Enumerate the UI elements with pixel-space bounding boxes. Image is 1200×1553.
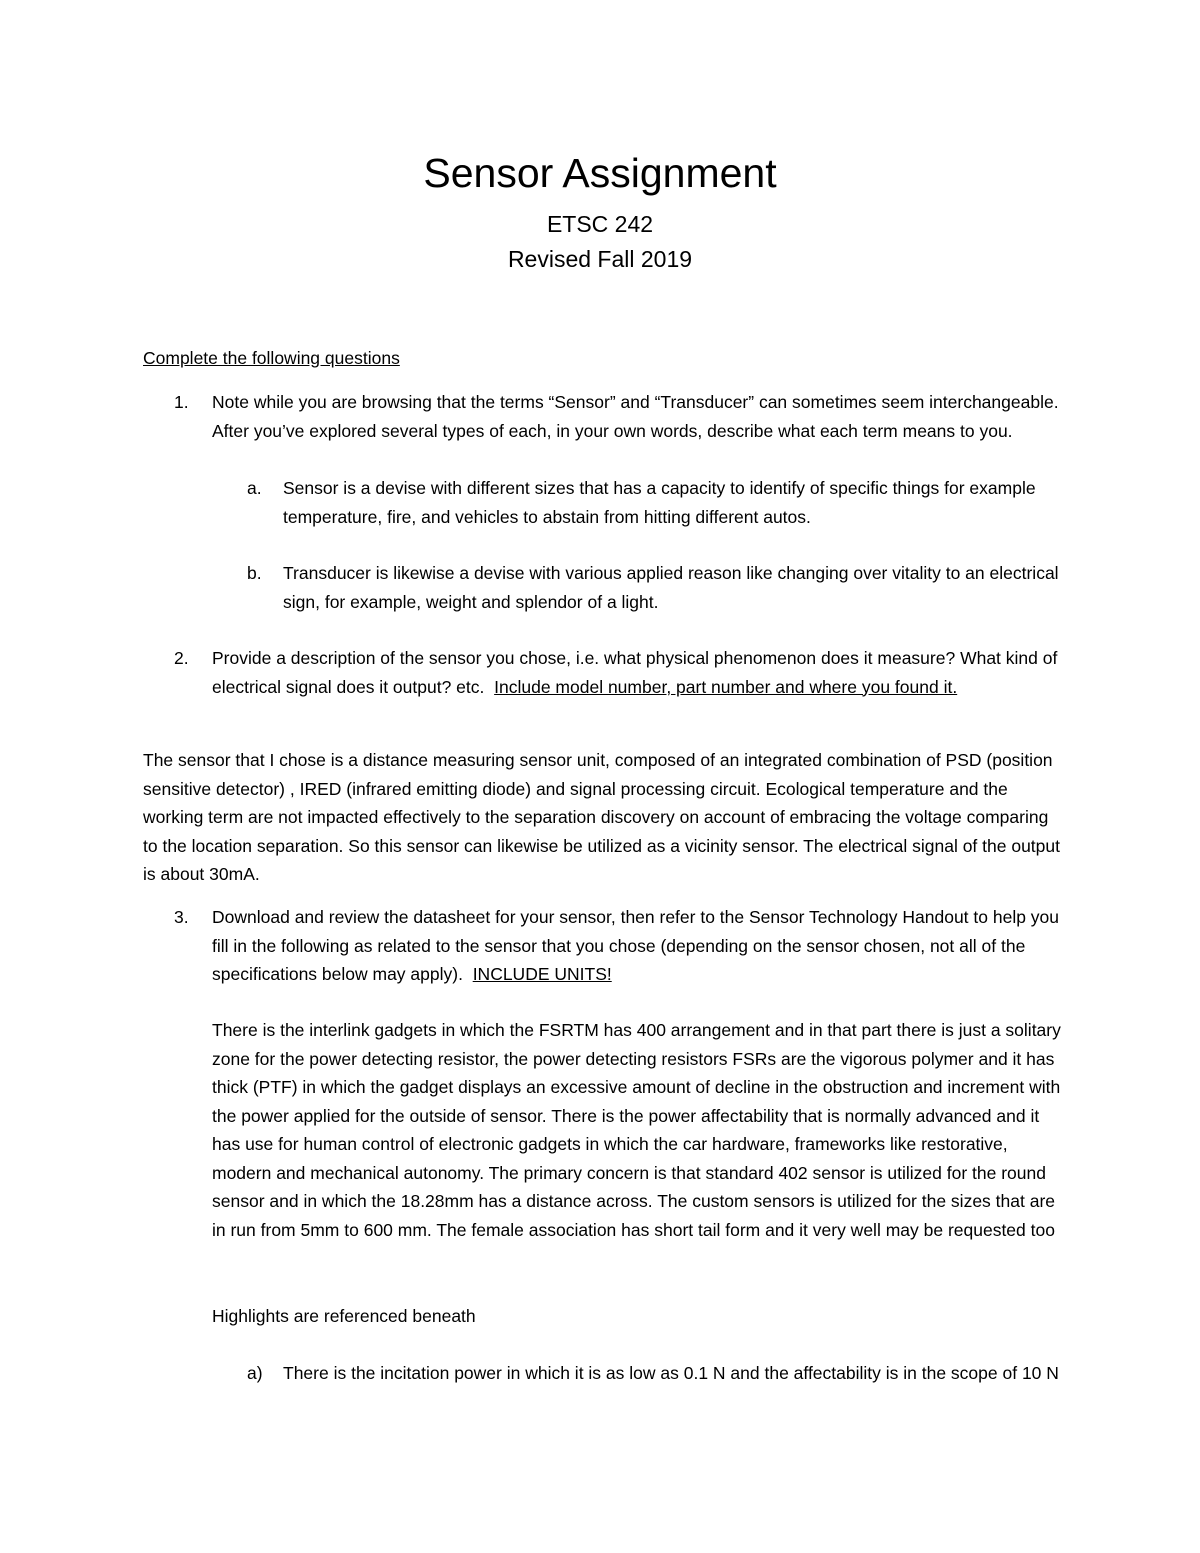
revision-date: Revised Fall 2019 — [507, 246, 693, 272]
question-1-number: 1. — [174, 392, 189, 412]
question-1-text: Note while you are browsing that the terms “Sensor” and “Transducer” can sometimes seem interchangeable. After you’ve explored several types of each, in your own words, describe what each term means to you. — [212, 392, 1059, 441]
question-1a-label: a. — [247, 478, 262, 498]
document-title: Sensor Assignment — [423, 150, 777, 196]
question-2-text: Provide a description of the sensor you chose, i.e. what physical phenomenon does it measure? What kind of electrical signal does it output? etc. — [212, 648, 1058, 697]
question-2-prompt — [212, 644, 1062, 701]
question-3-text: Download and review the datasheet for your sensor, then refer to the Sensor Technology Handout to help you fill in the following as related to the sensor that you chose (depending on the sensor chosen, not all of the specifications below may apply). — [212, 907, 1060, 984]
highlight-a-label: a) — [247, 1363, 263, 1383]
question-1b-label: b. — [247, 563, 262, 583]
question-3-answer: There is the interlink gadgets in which the FSRTM has 400 arrangement and in that part there is just a solitary zone for the power detecting resistor, the power detecting resistors FSRs are the vigorous polymer and it has thick (PTF) in which the gadget displays an excessive amount of decline in the obstruction and increment with the power applied for the outside of sensor. There is the power affectability that is normally advanced and it has use for human control of electronic gadgets in which the car hardware, frameworks like restorative, modern and mechanical autonomy. The primary concern is that standard 402 sensor is utilized for the round sensor and in which the 18.28mm has a distance across. The custom sensors is utilized for the sizes that are in run from 5mm to 600 mm. The female association has short tail form and it very well may be requested too — [212, 1020, 1061, 1240]
question-1b-answer: Transducer is likewise a devise with various applied reason like changing over vitality to an electrical sign, for example, weight and splendor of a light. — [283, 563, 1059, 612]
highlight-a-text: There is the incitation power in which it is as low as 0.1 N and the affectability is in the scope of 10 N — [283, 1363, 1059, 1383]
question-3-number: 3. — [174, 907, 189, 927]
course-code: ETSC 242 — [546, 211, 654, 237]
question-3-prompt — [212, 903, 1062, 989]
question-2-underlined: Include model number, part number and where you found it. — [494, 676, 958, 697]
instructions-heading: Complete the following questions — [143, 348, 400, 368]
question-2-number: 2. — [174, 648, 189, 668]
question-2-answer: The sensor that I chose is a distance measuring sensor unit, composed of an integrated combination of PSD (position sensitive detector) , IRED (infrared emitting diode) and signal processing circuit. Ecological temperature and the working term are not impacted effectively to the separation discovery on account of embracing the voltage comparing to the location separation. So this sensor can likewise be utilized as a vicinity sensor. The electrical signal of the output is about 30mA. — [143, 750, 1060, 884]
question-3-underlined: INCLUDE UNITS! — [472, 964, 612, 984]
question-1a-answer: Sensor is a devise with different sizes that has a capacity to identify of specific things for example temperature, fire, and vehicles to abstain from hitting different autos. — [283, 478, 1036, 527]
highlights-heading: Highlights are referenced beneath — [212, 1306, 476, 1326]
